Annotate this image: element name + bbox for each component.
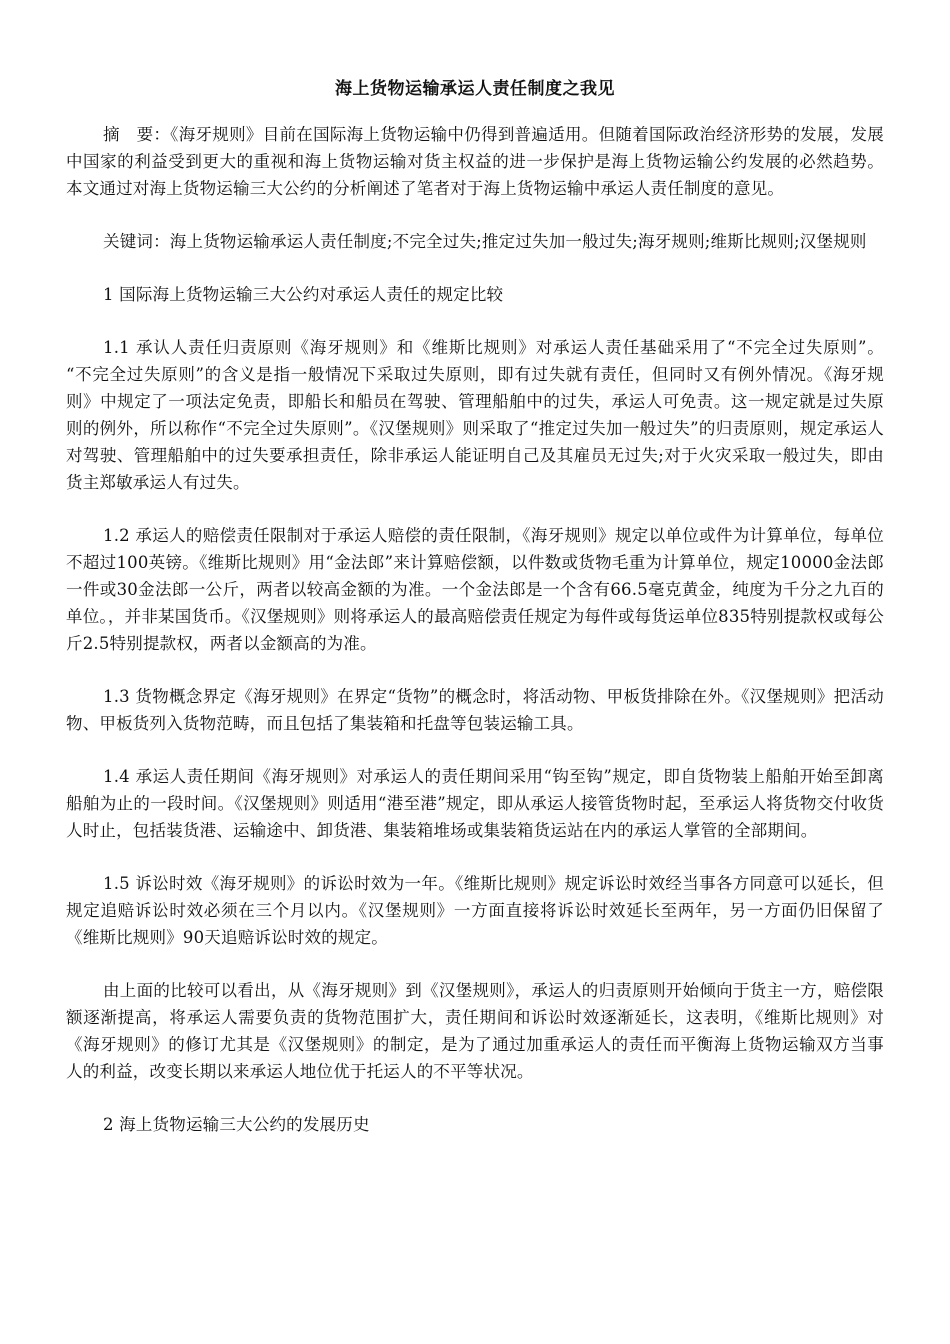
- abstract-paragraph: 摘 要：《海牙规则》目前在国际海上货物运输中仍得到普遍适用。但随着国际政治经济形势的发展，发展中国家的利益受到更大的重视和海上货物运输对货主权益的进一步保护是海上货物运输公约发展的必然趋势。本文通过对海上货物运输三大公约的分析阐述了笔者对于海上货物运输中承运人责任制度的意见。: [66, 125, 884, 198]
- document-body: [66, 121, 884, 1164]
- subsection-1-1-paragraph: 1.1 承认人责任归责原则《海牙规则》和《维斯比规则》对承运人责任基础采用了“不完全过失原则”。 “不完全过失原则”的含义是指一般情况下采取过失原则，即有过失就有责任，但同时又有例外情况。《海牙规则》中规定了一项法定免责，即船长和船员在驾驶、管理船舶中的过失，承运人可免责。这一规定就是过失原则的例外，所以称作“不完全过失原则”。《汉堡规则》则采取了“推定过失加一般过失”的归责原则，规定承运人对驾驶、管理船舶中的过失要承担责任，除非承运人能证明自己及其雇员无过失;对于火灾采取一般过失，即由货主郑敏承运人有过失。: [66, 338, 884, 492]
- subsection-1-4-paragraph: 1.4 承运人责任期间《海牙规则》对承运人的责任期间采用“钩至钩”规定，即自货物装上船舶开始至卸离船舶为止的一段时间。《汉堡规则》则适用“港至港”规定，即从承运人接管货物时起，至承运人将货物交付收货人时止，包括装货港、运输途中、卸货港、集装箱堆场或集装箱货运站在内的承运人掌管的全部期间。: [66, 767, 884, 840]
- subsection-1-5-paragraph: 1.5 诉讼时效《海牙规则》的诉讼时效为一年。《维斯比规则》规定诉讼时效经当事各方同意可以延长，但规定追赔诉讼时效必须在三个月以内。《汉堡规则》一方面直接将诉讼时效延长至两年，另一方面仍旧保留了《维斯比规则》90天追赔诉讼时效的规定。: [66, 874, 884, 947]
- keywords-paragraph: 关键词：海上货物运输承运人责任制度;不完全过失;推定过失加一般过失;海牙规则;维斯比规则;汉堡规则: [103, 232, 867, 251]
- section-heading-1: 1 国际海上货物运输三大公约对承运人责任的规定比较: [103, 285, 504, 304]
- summary-paragraph: 由上面的比较可以看出，从《海牙规则》到《汉堡规则》，承运人的归责原则开始倾向于货主一方，赔偿限额逐渐提高，将承运人需要负责的货物范围扩大，责任期间和诉讼时效逐渐延长，这表明，《维斯比规则》对《海牙规则》的修订尤其是《汉堡规则》的制定，是为了通过加重承运人的责任而平衡海上货物运输双方当事人的利益，改变长期以来承运人地位优于托运人的不平等状况。: [66, 981, 884, 1081]
- subsection-1-2-paragraph: 1.2 承运人的赔偿责任限制对于承运人赔偿的责任限制，《海牙规则》规定以单位或件为计算单位，每单位不超过100英镑。《维斯比规则》用“金法郎”来计算赔偿额，以件数或货物毛重为计算单位，规定10000金法郎一件或30金法郎一公斤，两者以较高金额的为准。一个金法郎是一个含有66.5毫克黄金，纯度为千分之九百的单位。，并非某国货币。《汉堡规则》则将承运人的最高赔偿责任规定为每件或每货运单位835特别提款权或每公斤2.5特别提款权，两者以金额高的为准。: [66, 526, 884, 653]
- document-title: 海上货物运输承运人责任制度之我见: [335, 79, 615, 99]
- section-heading-2: 2 海上货物运输三大公约的发展历史: [103, 1115, 370, 1134]
- subsection-1-3-paragraph: 1.3 货物概念界定《海牙规则》在界定“货物”的概念时，将活动物、甲板货排除在外。《汉堡规则》把活动物、甲板货列入货物范畴，而且包括了集装箱和托盘等包装运输工具。: [66, 687, 884, 733]
